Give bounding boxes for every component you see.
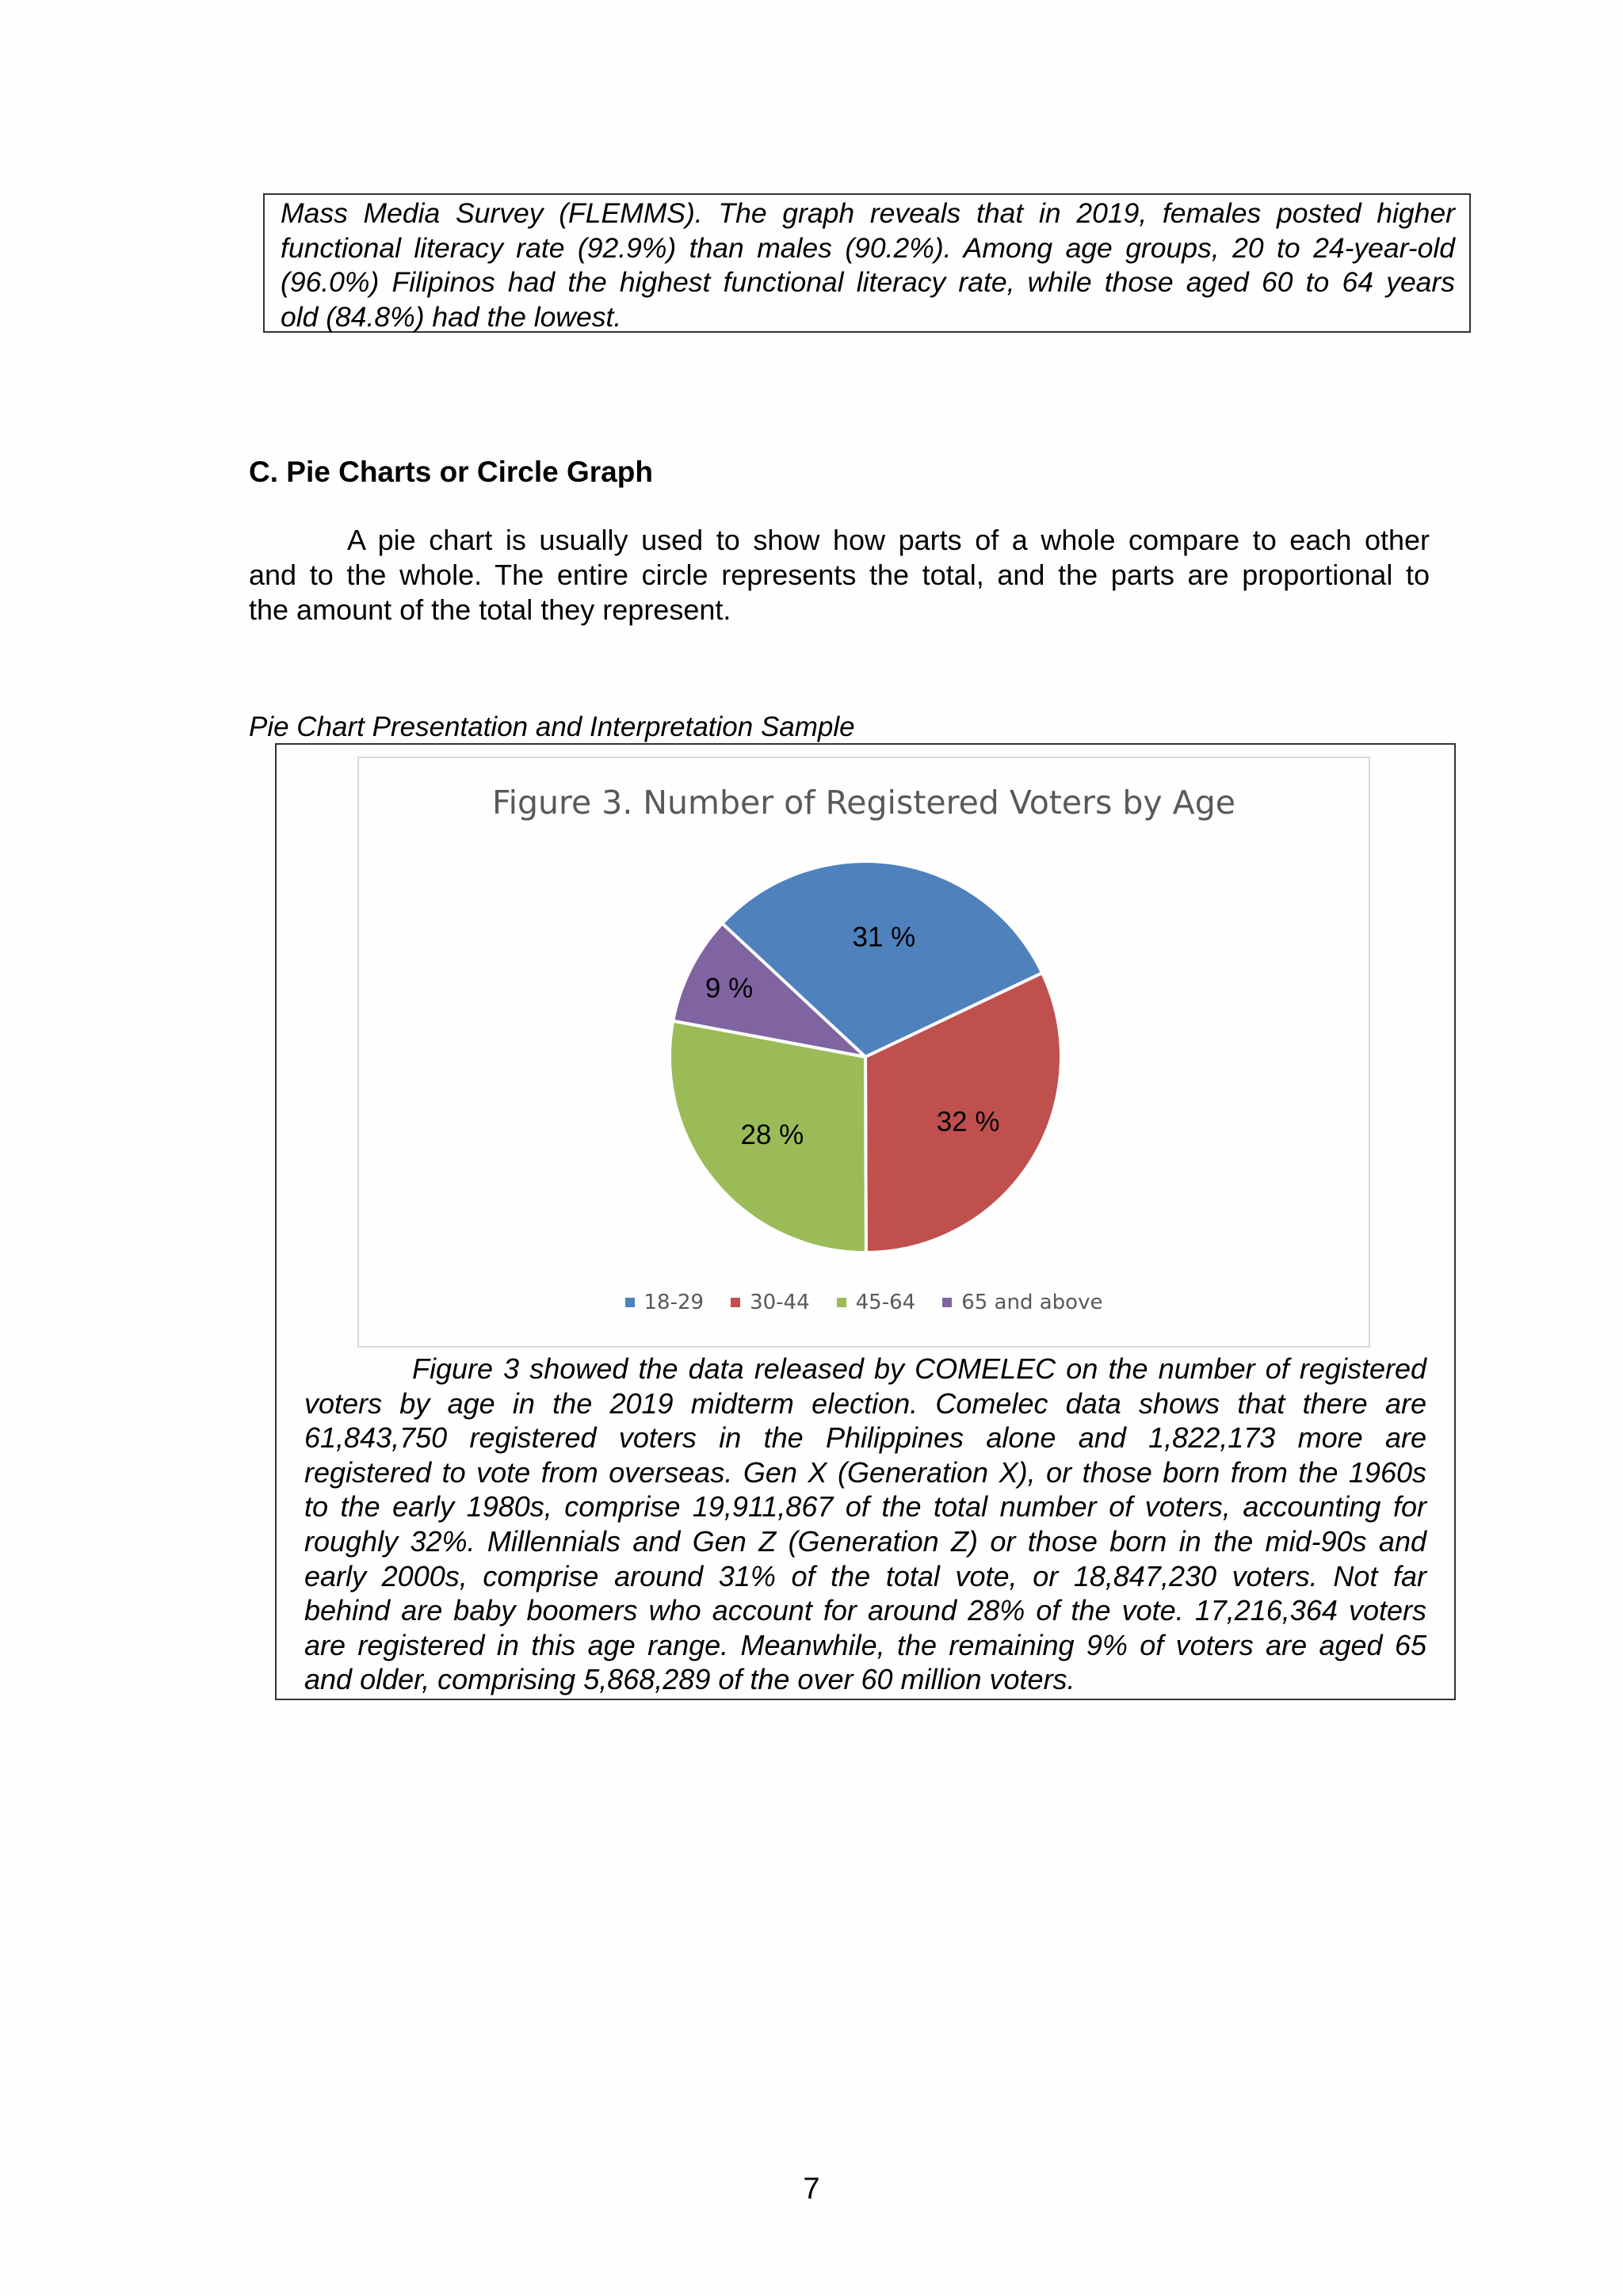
section-intro-paragraph [249, 523, 1430, 627]
text-line: are registered in this age range. Meanwhile, the remaining 9% of voters are aged 65 [304, 1628, 1426, 1661]
text-line: 61,843,750 registered voters in the Philippines alone and 1,822,173 more are [304, 1421, 1426, 1455]
legend-item [942, 1291, 1102, 1314]
previous-figure-interpretation-box [263, 193, 1471, 333]
legend-label: 18-29 [643, 1291, 705, 1314]
text-line: Mass Media Survey (FLEMMS). The graph reveals that in 2019, females posted higher [281, 197, 1455, 229]
legend-item [731, 1291, 810, 1314]
text-line: to the early 1980s, comprise 19,911,867 of the total number of voters, accounting for [304, 1490, 1426, 1524]
legend-item [625, 1291, 705, 1314]
text-line: and older, comprising 5,868,289 of the over 60 million voters. [304, 1663, 1075, 1696]
chart-legend [359, 1291, 1369, 1314]
text-line: and to the whole. The entire circle represents the total, and the parts are proportional to [249, 559, 1430, 591]
legend-label: 30-44 [750, 1291, 810, 1314]
text-line: (96.0%) Filipinos had the highest functional literacy rate, while those aged 60 to 64 years [281, 266, 1455, 298]
previous-figure-interpretation-text [281, 196, 1455, 334]
figure-interpretation-paragraph [304, 1352, 1426, 1697]
legend-label: 65 and above [961, 1291, 1103, 1314]
pie-data-label: 9 % [705, 973, 754, 1005]
text-line: early 2000s, comprise around 31% of the total vote, or 18,847,230 voters. Not far [304, 1559, 1426, 1592]
text-line: the amount of the total they represent. [249, 593, 731, 626]
text-line: functional literacy rate (92.9%) than males (90.2%). Among age groups, 20 to 24-year-old [281, 231, 1455, 264]
section-heading: C. Pie Charts or Circle Graph [249, 456, 653, 488]
legend-label: 45-64 [855, 1291, 916, 1314]
legend-item [837, 1291, 916, 1314]
pie-data-label: 32 % [936, 1106, 1000, 1138]
text-line: A pie chart is usually used to show how parts of a whole compare to each other [347, 524, 1430, 556]
page-number: 7 [803, 2172, 820, 2206]
legend-swatch [942, 1298, 952, 1307]
pie-chart-svg [359, 758, 1372, 1349]
text-line: old (84.8%) had the lowest. [281, 300, 622, 333]
text-line: roughly 32%. Millennials and Gen Z (Generation Z) or those born in the mid-90s and [304, 1524, 1426, 1558]
legend-swatch [731, 1298, 740, 1307]
pie-chart [357, 757, 1370, 1348]
text-line: voters by age in the 2019 midterm election. Comelec data shows that there are [304, 1386, 1426, 1420]
text-line: Figure 3 showed the data released by COMELEC on the number of registered [412, 1352, 1426, 1385]
text-line: registered to vote from overseas. Gen X (Generation X), or those born from the 1960s [304, 1455, 1426, 1489]
pie-data-label: 28 % [740, 1119, 804, 1151]
pie-data-label: 31 % [852, 921, 916, 953]
legend-swatch [837, 1298, 846, 1307]
chart-title: Figure 3. Number of Registered Voters by Age [492, 784, 1235, 822]
text-line: behind are baby boomers who account for around 28% of the vote. 17,216,364 voters [304, 1594, 1426, 1627]
sample-caption: Pie Chart Presentation and Interpretation Sample [249, 711, 855, 742]
legend-swatch [625, 1298, 635, 1307]
